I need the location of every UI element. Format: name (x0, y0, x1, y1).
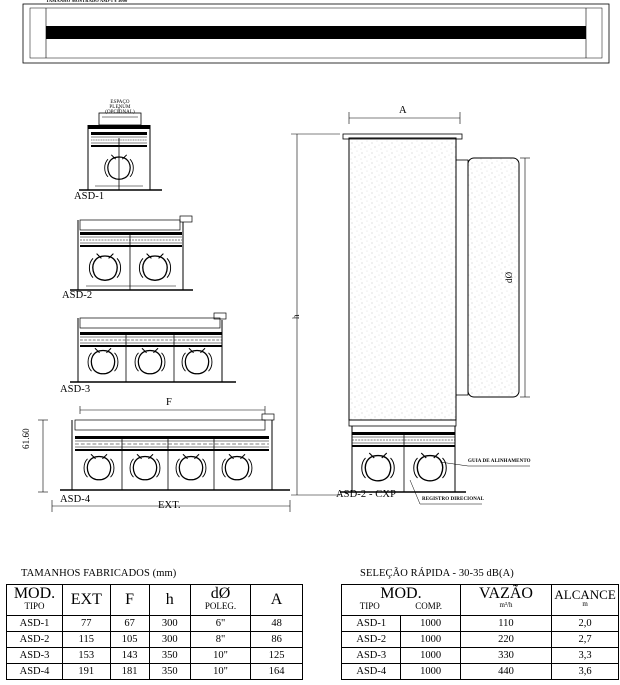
sizes-header-a: A (251, 585, 303, 616)
dim-f-label: F (166, 397, 172, 408)
sizes-header-f: F (110, 585, 149, 616)
cell-model: ASD-4 (7, 664, 63, 680)
cell-model: ASD-2 (7, 632, 63, 648)
cell-a: 48 (251, 616, 303, 632)
table-row (7, 648, 303, 664)
cell-model: ASD-4 (342, 664, 401, 680)
cell-f: 181 (110, 664, 149, 680)
table-row (342, 664, 619, 680)
asd1-label: ASD-1 (74, 191, 105, 202)
table-row (342, 616, 619, 632)
cell-h: 350 (149, 664, 190, 680)
cell-vazao: 110 (460, 616, 551, 632)
selection-table-title: SELEÇÃO RÁPIDA - 30-35 dB(A) (360, 568, 514, 579)
sizes-header-mod: MOD. TIPO (7, 585, 63, 616)
cell-ext: 77 (63, 616, 111, 632)
asd2-section (70, 216, 193, 290)
cell-vazao: 220 (460, 632, 551, 648)
plenum-note: ESPAÇO PLENUM (OPCIONAL) (105, 100, 135, 115)
cell-a: 125 (251, 648, 303, 664)
top-strip (23, 4, 609, 63)
cell-vazao: 330 (460, 648, 551, 664)
sizes-table-title: TAMANHOS FABRICADOS (mm) (21, 568, 177, 579)
cell-ext: 153 (63, 648, 111, 664)
cell-a: 86 (251, 632, 303, 648)
cell-f: 143 (110, 648, 149, 664)
selection-header-vazao: VAZÃO m³/h (460, 585, 551, 616)
dim-6160-label: 61.60 (21, 428, 31, 449)
cell-alcance: 2,7 (552, 632, 619, 648)
sizes-table (6, 584, 303, 680)
cell-comp: 1000 (401, 616, 460, 632)
cell-a: 164 (251, 664, 303, 680)
cell-d: 6" (190, 616, 250, 632)
guia-label: GUIA DE ALINHAMENTO (468, 459, 531, 464)
cell-h: 350 (149, 648, 190, 664)
table-row (342, 648, 619, 664)
table-row (7, 664, 303, 680)
cell-comp: 1000 (401, 632, 460, 648)
cell-f: 105 (110, 632, 149, 648)
cell-alcance: 3,3 (552, 648, 619, 664)
cell-d: 8" (190, 632, 250, 648)
asd2-cxp-section (291, 112, 530, 504)
cell-d: 10" (190, 664, 250, 680)
cell-model: ASD-3 (7, 648, 63, 664)
selection-header-mod: MOD. TIPO COMP. (342, 585, 461, 616)
cell-d: 10" (190, 648, 250, 664)
cell-ext: 115 (63, 632, 111, 648)
cell-comp: 1000 (401, 664, 460, 680)
cell-f: 67 (110, 616, 149, 632)
selection-header-alcance: ALCANCE m (552, 585, 619, 616)
table-row (7, 616, 303, 632)
sizes-header-ext: EXT (63, 585, 111, 616)
asd3-section (70, 313, 236, 382)
table-row (342, 632, 619, 648)
top-strip-caption: TAMANHO MOSTRADO ASD-1 x 3000 (46, 0, 128, 3)
selection-table (341, 584, 619, 680)
cell-model: ASD-2 (342, 632, 401, 648)
cell-h: 300 (149, 632, 190, 648)
asd1-section (79, 113, 162, 190)
dim-ext-label: EXT. (158, 500, 181, 511)
asd3-label: ASD-3 (60, 384, 91, 395)
sizes-header-d: dØ POLEG. (190, 585, 250, 616)
cell-comp: 1000 (401, 648, 460, 664)
cell-alcance: 3,6 (552, 664, 619, 680)
cell-ext: 191 (63, 664, 111, 680)
dim-d-label: dØ (504, 271, 514, 283)
dim-a-label: A (399, 105, 407, 116)
cell-model: ASD-1 (7, 616, 63, 632)
asd2-label: ASD-2 (62, 290, 93, 301)
table-row (7, 632, 303, 648)
cell-model: ASD-3 (342, 648, 401, 664)
asd2-cxp-label: ASD-2 - CXP (336, 489, 397, 500)
sizes-header-h: h (149, 585, 190, 616)
cell-h: 300 (149, 616, 190, 632)
cell-vazao: 440 (460, 664, 551, 680)
registro-label: REGISTRO DIRECIONAL (422, 497, 485, 502)
dim-h-label: h (291, 314, 301, 319)
asd4-label: ASD-4 (60, 494, 91, 505)
cell-alcance: 2,0 (552, 616, 619, 632)
cell-model: ASD-1 (342, 616, 401, 632)
